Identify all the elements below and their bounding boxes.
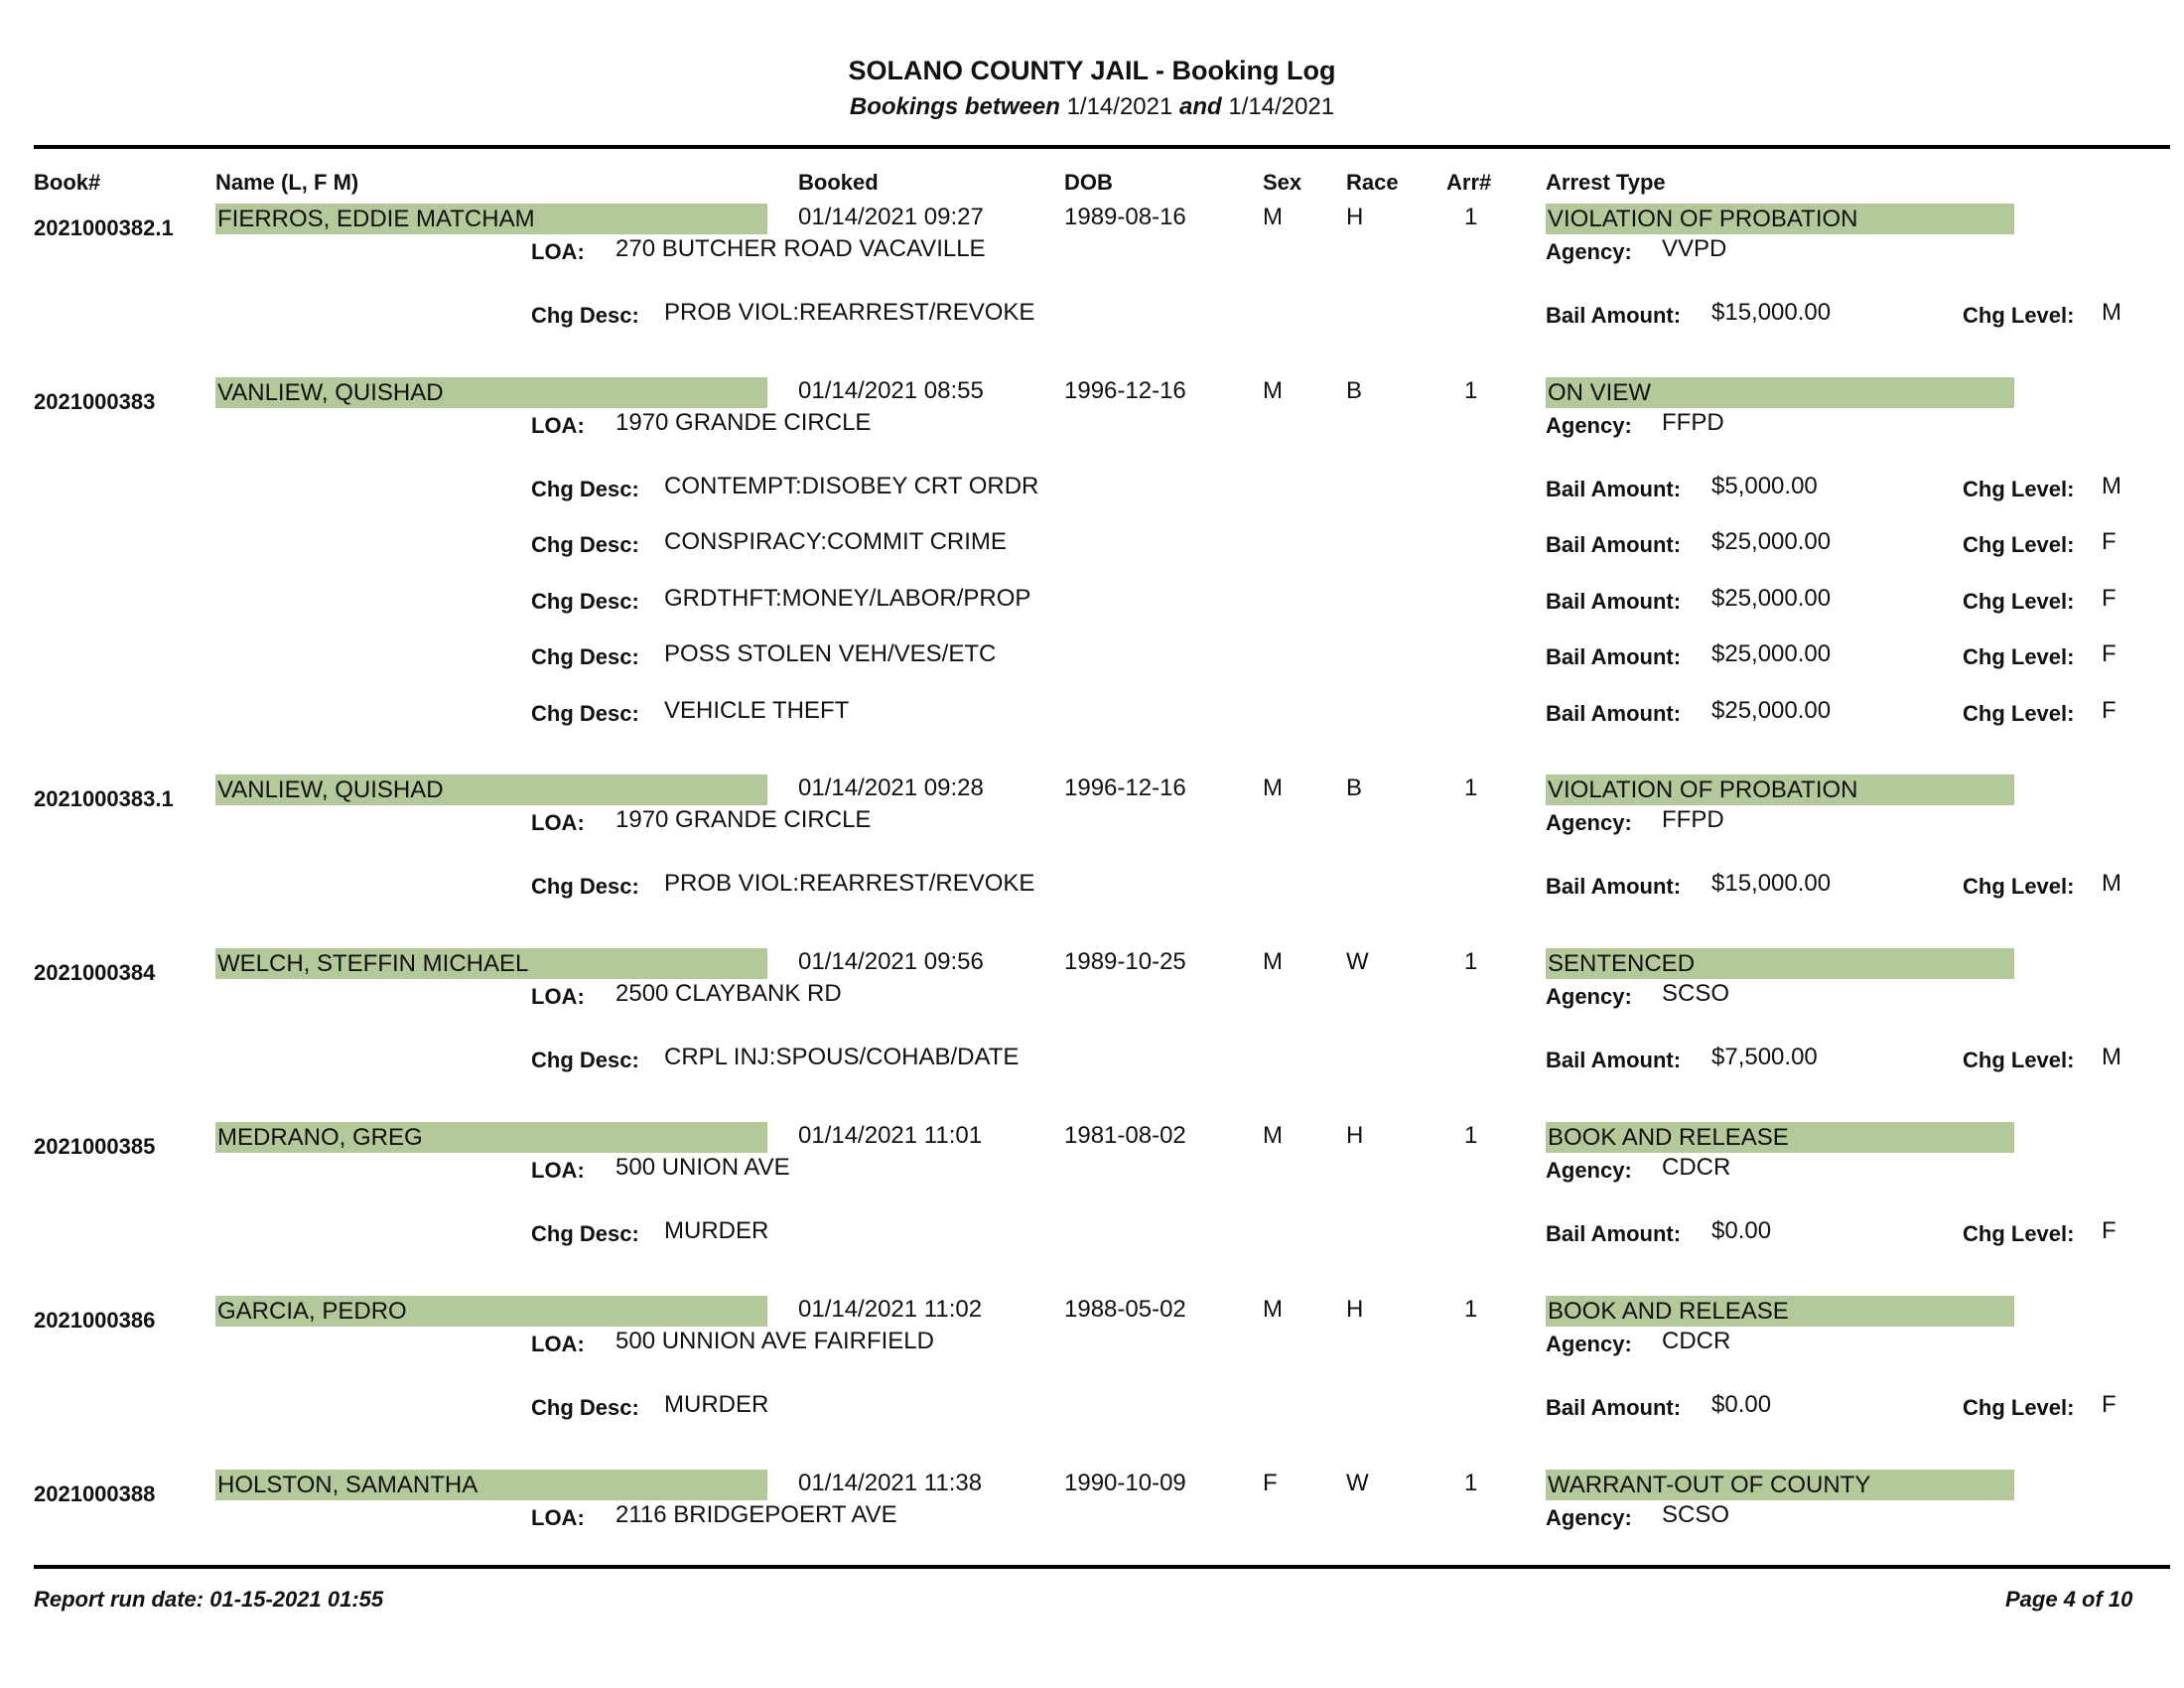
- column-header-race: Race: [1346, 170, 1399, 195]
- loa-label: LOA:: [531, 1332, 585, 1356]
- book-number: 2021000383.1: [34, 786, 174, 811]
- bail-amount-label: Bail Amount:: [1546, 532, 1682, 557]
- bail-amount-label: Bail Amount:: [1546, 589, 1682, 614]
- loa-label: LOA:: [531, 1505, 585, 1530]
- agency-label: Agency:: [1546, 239, 1632, 264]
- arrest-type: BOOK AND RELEASE: [1546, 1296, 2014, 1327]
- charge-desc-label: Chg Desc:: [531, 701, 639, 726]
- charge-level-label: Chg Level:: [1963, 874, 2075, 899]
- loa-value: 500 UNNION AVE FAIRFIELD: [615, 1328, 934, 1354]
- charge-desc-label: Chg Desc:: [531, 874, 639, 899]
- sex: F: [1263, 1470, 1278, 1496]
- bail-amount: $25,000.00: [1711, 697, 1832, 724]
- arrest-type: VIOLATION OF PROBATION: [1546, 774, 2014, 805]
- book-number: 2021000386: [34, 1308, 156, 1333]
- arrest-number: 1: [1464, 377, 1478, 404]
- charge-row: [0, 1044, 2184, 1072]
- top-rule: [34, 145, 2170, 149]
- charge-desc-label: Chg Desc:: [531, 589, 639, 614]
- charge-level-label: Chg Level:: [1963, 532, 2075, 557]
- arrest-type: ON VIEW: [1546, 377, 2014, 408]
- report-run-date: Report run date: 01-15-2021 01:55: [34, 1587, 384, 1612]
- column-header-booked: Booked: [798, 170, 879, 195]
- column-header-arrest-type: Arrest Type: [1546, 170, 1666, 195]
- charge-level: F: [2102, 585, 2116, 612]
- bail-amount: $0.00: [1711, 1217, 1772, 1244]
- sex: M: [1263, 1296, 1283, 1323]
- agency-value: FFPD: [1662, 806, 1724, 833]
- sex: M: [1263, 1122, 1283, 1149]
- charge-level: M: [2102, 870, 2121, 897]
- loa-value: 1970 GRANDE CIRCLE: [615, 806, 872, 833]
- agency-value: SCSO: [1662, 1501, 1730, 1528]
- charge-description: VEHICLE THEFT: [664, 697, 850, 724]
- arrest-number: 1: [1464, 1296, 1478, 1323]
- race: W: [1346, 948, 1369, 975]
- charge-desc-label: Chg Desc:: [531, 1221, 639, 1246]
- inmate-name: WELCH, STEFFIN MICHAEL: [215, 948, 767, 979]
- bail-amount: $5,000.00: [1711, 473, 1818, 499]
- charge-desc-label: Chg Desc:: [531, 1048, 639, 1072]
- end-date: 1/14/2021: [1228, 93, 1335, 120]
- agency-value: FFPD: [1662, 409, 1724, 436]
- arrest-type: VIOLATION OF PROBATION: [1546, 204, 2014, 234]
- charge-level: F: [2102, 1391, 2116, 1418]
- agency-label: Agency:: [1546, 984, 1632, 1009]
- charge-level-label: Chg Level:: [1963, 589, 2075, 614]
- date-of-birth: 1989-10-25: [1064, 948, 1186, 975]
- booking-entry: [0, 377, 2184, 726]
- booked-datetime: 01/14/2021 11:38: [798, 1470, 983, 1496]
- charge-desc-label: Chg Desc:: [531, 477, 639, 501]
- charge-description: PROB VIOL:REARREST/REVOKE: [664, 299, 1035, 326]
- book-number: 2021000382.1: [34, 215, 174, 240]
- charge-level-label: Chg Level:: [1963, 303, 2075, 328]
- charge-level-label: Chg Level:: [1963, 477, 2075, 501]
- arrest-number: 1: [1464, 774, 1478, 801]
- bail-amount-label: Bail Amount:: [1546, 303, 1682, 328]
- loa-label: LOA:: [531, 810, 585, 835]
- inmate-name: HOLSTON, SAMANTHA: [215, 1470, 767, 1500]
- charge-level: M: [2102, 473, 2121, 499]
- column-header-book: Book#: [34, 170, 101, 195]
- agency-label: Agency:: [1546, 1505, 1632, 1530]
- charge-row: [0, 1391, 2184, 1420]
- charge-description: MURDER: [664, 1217, 769, 1244]
- charge-row: [0, 528, 2184, 557]
- bail-amount: $15,000.00: [1711, 870, 1832, 897]
- arrest-number: 1: [1464, 948, 1478, 975]
- bail-amount: $25,000.00: [1711, 640, 1832, 667]
- subtitle-and: and: [1179, 93, 1222, 120]
- book-number: 2021000385: [34, 1134, 156, 1159]
- charge-level-label: Chg Level:: [1963, 1048, 2075, 1072]
- agency-value: CDCR: [1662, 1328, 1731, 1354]
- charge-level: F: [2102, 640, 2116, 667]
- column-header-name: Name (L, F M): [215, 170, 359, 195]
- arrest-type: BOOK AND RELEASE: [1546, 1122, 2014, 1153]
- agency-label: Agency:: [1546, 810, 1632, 835]
- charge-row: [0, 299, 2184, 328]
- inmate-name: FIERROS, EDDIE MATCHAM: [215, 204, 767, 234]
- charge-desc-label: Chg Desc:: [531, 1395, 639, 1420]
- sex: M: [1263, 948, 1283, 975]
- booking-entry: [0, 1296, 2184, 1420]
- booking-entry: [0, 948, 2184, 1072]
- race: B: [1346, 774, 1363, 801]
- loa-value: 1970 GRANDE CIRCLE: [615, 409, 872, 436]
- loa-value: 500 UNION AVE: [615, 1154, 790, 1181]
- column-header-sex: Sex: [1263, 170, 1302, 195]
- charge-row: [0, 640, 2184, 669]
- agency-label: Agency:: [1546, 413, 1632, 438]
- charge-row: [0, 1217, 2184, 1246]
- subtitle-prefix: Bookings between: [849, 93, 1060, 120]
- start-date: 1/14/2021: [1066, 93, 1173, 120]
- inmate-name: GARCIA, PEDRO: [215, 1296, 767, 1327]
- charge-row: [0, 870, 2184, 899]
- date-of-birth: 1981-08-02: [1064, 1122, 1186, 1149]
- arrest-number: 1: [1464, 1122, 1478, 1149]
- booked-datetime: 01/14/2021 09:27: [798, 204, 984, 230]
- arrest-type: SENTENCED: [1546, 948, 2014, 979]
- charge-level-label: Chg Level:: [1963, 701, 2075, 726]
- booked-datetime: 01/14/2021 11:01: [798, 1122, 983, 1149]
- bail-amount-label: Bail Amount:: [1546, 1221, 1682, 1246]
- charge-level-label: Chg Level:: [1963, 1221, 2075, 1246]
- charge-description: POSS STOLEN VEH/VES/ETC: [664, 640, 997, 667]
- loa-value: 2116 BRIDGEPOERT AVE: [615, 1501, 897, 1528]
- inmate-name: VANLIEW, QUISHAD: [215, 377, 767, 408]
- charge-level-label: Chg Level:: [1963, 1395, 2075, 1420]
- loa-value: 2500 CLAYBANK RD: [615, 980, 842, 1007]
- book-number: 2021000384: [34, 960, 156, 985]
- race: H: [1346, 204, 1364, 230]
- race: B: [1346, 377, 1363, 404]
- booked-datetime: 01/14/2021 09:28: [798, 774, 984, 801]
- bail-amount-label: Bail Amount:: [1546, 644, 1682, 669]
- bail-amount-label: Bail Amount:: [1546, 874, 1682, 899]
- column-header-dob: DOB: [1064, 170, 1113, 195]
- charge-level: F: [2102, 1217, 2116, 1244]
- charge-level: F: [2102, 528, 2116, 555]
- bail-amount: $15,000.00: [1711, 299, 1832, 326]
- loa-label: LOA:: [531, 239, 585, 264]
- loa-value: 270 BUTCHER ROAD VACAVILLE: [615, 235, 986, 262]
- bail-amount: $7,500.00: [1711, 1044, 1818, 1070]
- charge-row: [0, 473, 2184, 501]
- sex: M: [1263, 377, 1283, 404]
- loa-label: LOA:: [531, 413, 585, 438]
- bail-amount: $25,000.00: [1711, 528, 1832, 555]
- booked-datetime: 01/14/2021 09:56: [798, 948, 984, 975]
- charge-description: GRDTHFT:MONEY/LABOR/PROP: [664, 585, 1031, 612]
- book-number: 2021000383: [34, 389, 156, 414]
- date-of-birth: 1990-10-09: [1064, 1470, 1186, 1496]
- bail-amount: $25,000.00: [1711, 585, 1832, 612]
- book-number: 2021000388: [34, 1481, 156, 1506]
- charge-row: [0, 585, 2184, 614]
- charge-description: PROB VIOL:REARREST/REVOKE: [664, 870, 1035, 897]
- charge-row: [0, 697, 2184, 726]
- charge-level-label: Chg Level:: [1963, 644, 2075, 669]
- agency-value: SCSO: [1662, 980, 1730, 1007]
- loa-label: LOA:: [531, 984, 585, 1009]
- charge-description: CONTEMPT:DISOBEY CRT ORDR: [664, 473, 1039, 499]
- report-title: SOLANO COUNTY JAIL - Booking Log: [848, 56, 1336, 85]
- inmate-name: VANLIEW, QUISHAD: [215, 774, 767, 805]
- charge-level: M: [2102, 1044, 2121, 1070]
- charge-description: CRPL INJ:SPOUS/COHAB/DATE: [664, 1044, 1020, 1070]
- agency-label: Agency:: [1546, 1332, 1632, 1356]
- loa-label: LOA:: [531, 1158, 585, 1183]
- arrest-number: 1: [1464, 1470, 1478, 1496]
- charge-description: CONSPIRACY:COMMIT CRIME: [664, 528, 1007, 555]
- bail-amount-label: Bail Amount:: [1546, 1395, 1682, 1420]
- booking-entry: [0, 774, 2184, 899]
- charge-desc-label: Chg Desc:: [531, 644, 639, 669]
- booking-entry: [0, 1122, 2184, 1246]
- booking-entry: [0, 204, 2184, 328]
- charge-desc-label: Chg Desc:: [531, 303, 639, 328]
- column-header-arr: Arr#: [1446, 170, 1492, 195]
- date-of-birth: 1996-12-16: [1064, 377, 1186, 404]
- booking-entry: [0, 1470, 2184, 1530]
- agency-value: VVPD: [1662, 235, 1727, 262]
- bottom-rule: [34, 1565, 2170, 1569]
- charge-desc-label: Chg Desc:: [531, 532, 639, 557]
- booked-datetime: 01/14/2021 08:55: [798, 377, 984, 404]
- page-number: Page 4 of 10: [2005, 1587, 2133, 1612]
- bail-amount: $0.00: [1711, 1391, 1772, 1418]
- charge-level: F: [2102, 697, 2116, 724]
- bail-amount-label: Bail Amount:: [1546, 701, 1682, 726]
- bail-amount-label: Bail Amount:: [1546, 477, 1682, 501]
- arrest-type: WARRANT-OUT OF COUNTY: [1546, 1470, 2014, 1500]
- booked-datetime: 01/14/2021 11:02: [798, 1296, 983, 1323]
- sex: M: [1263, 774, 1283, 801]
- arrest-number: 1: [1464, 204, 1478, 230]
- sex: M: [1263, 204, 1283, 230]
- race: H: [1346, 1122, 1364, 1149]
- agency-value: CDCR: [1662, 1154, 1731, 1181]
- date-of-birth: 1989-08-16: [1064, 204, 1186, 230]
- date-of-birth: 1988-05-02: [1064, 1296, 1186, 1323]
- report-subtitle: [0, 93, 2184, 121]
- date-of-birth: 1996-12-16: [1064, 774, 1186, 801]
- charge-level: M: [2102, 299, 2121, 326]
- inmate-name: MEDRANO, GREG: [215, 1122, 767, 1153]
- charge-description: MURDER: [664, 1391, 769, 1418]
- race: H: [1346, 1296, 1364, 1323]
- race: W: [1346, 1470, 1369, 1496]
- agency-label: Agency:: [1546, 1158, 1632, 1183]
- bail-amount-label: Bail Amount:: [1546, 1048, 1682, 1072]
